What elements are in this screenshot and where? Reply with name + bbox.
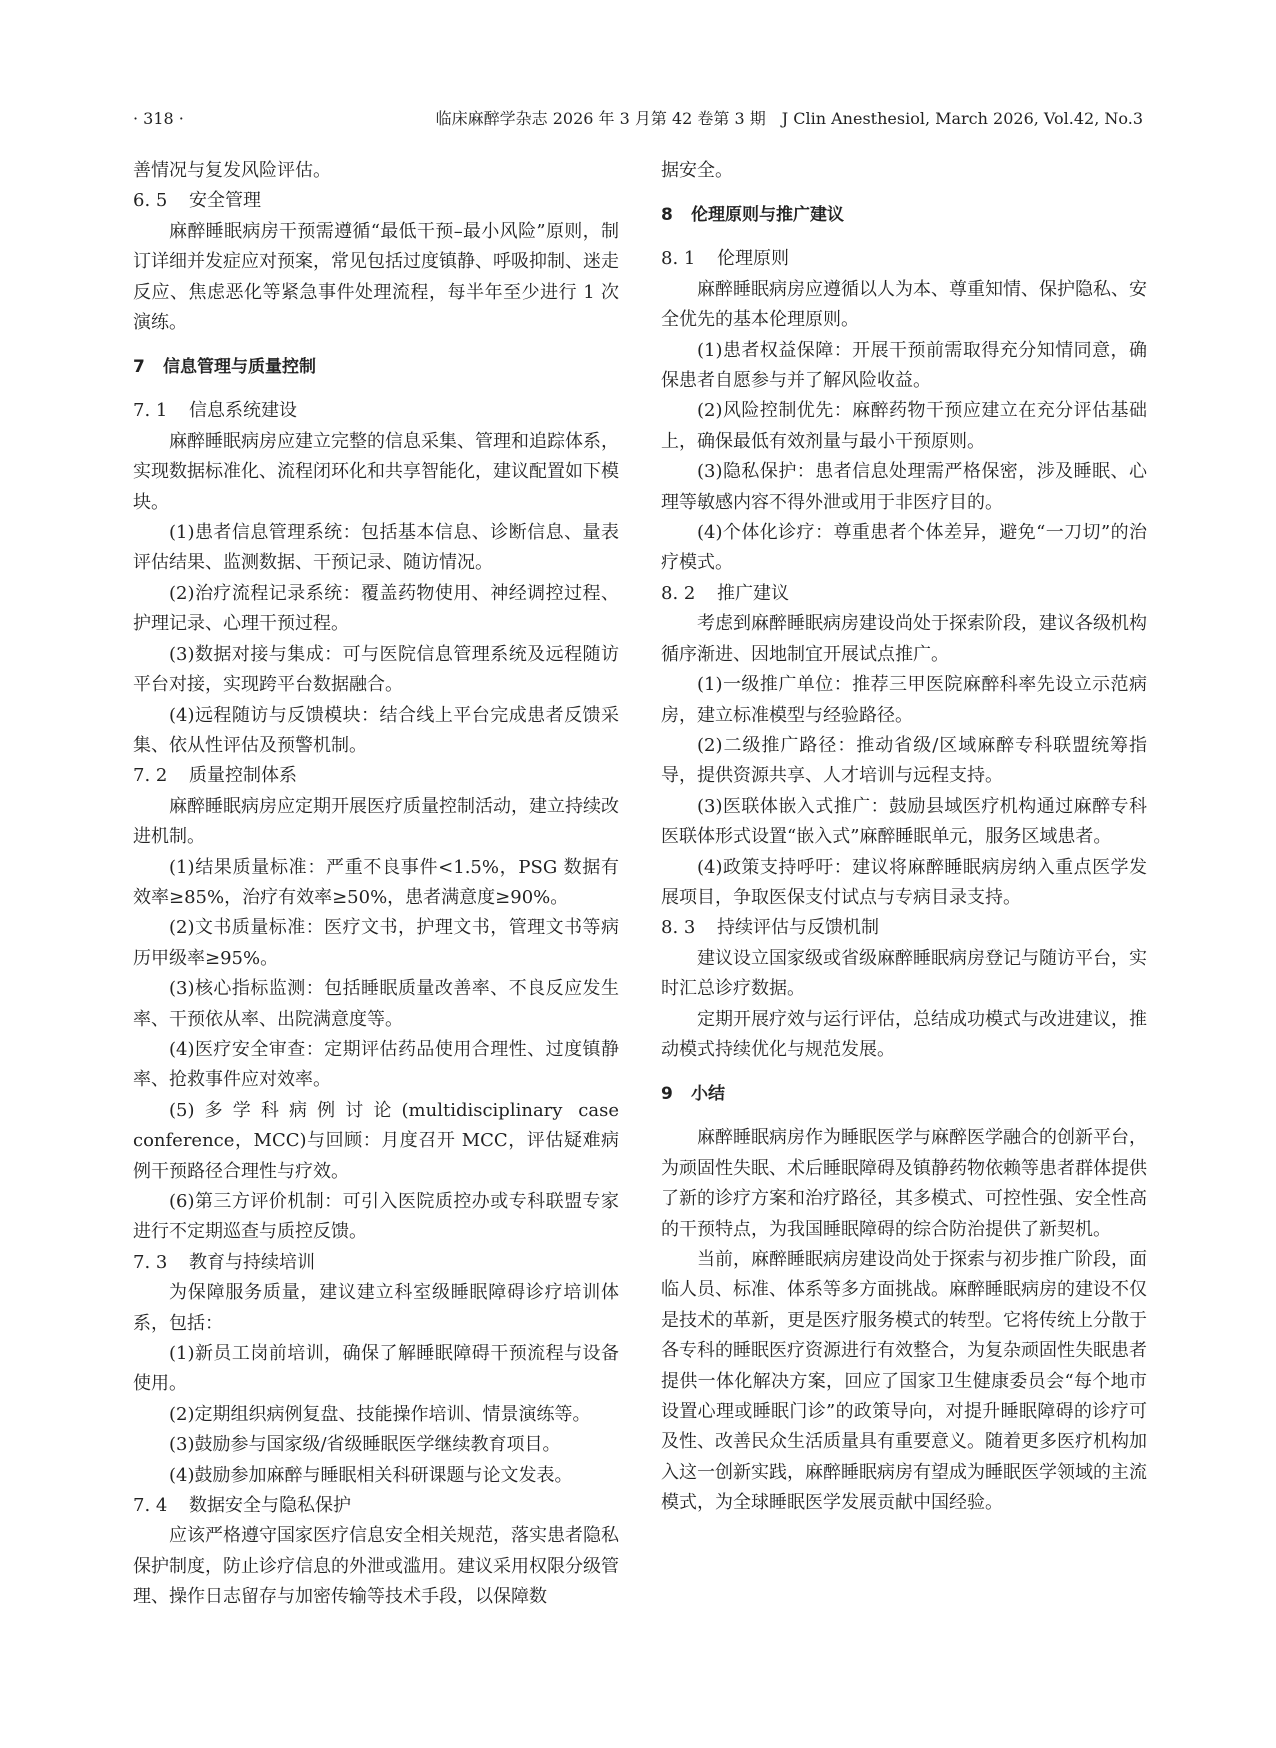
paragraph: 应该严格遵守国家医疗信息安全相关规范，落实患者隐私保护制度，防止诊疗信息的外泄或滥用。建议采用权限分级管理、操作日志留存与加密传输等技术手段，以保障数 [133, 1525, 619, 1608]
subsection-number: 7. 2 [133, 765, 168, 787]
subsection-number: 8. 3 [661, 917, 696, 939]
paragraph: 麻醉睡眠病房应建立完整的信息采集、管理和追踪体系，实现数据标准化、流程闭环化和共享智能化，建议配置如下模块。 [133, 430, 619, 513]
list-item: (2)治疗流程记录系统：覆盖药物使用、神经调控过程、护理记录、心理干预过程。 [133, 582, 619, 635]
subsection-number: 7. 3 [133, 1251, 168, 1273]
subsection-title: 推广建议 [717, 582, 789, 604]
paragraph-continued: 善情况与复发风险评估。 [133, 160, 331, 181]
section-title: 小结 [691, 1084, 725, 1105]
section-number: 9 [661, 1084, 673, 1105]
subsection-title: 持续评估与反馈机制 [717, 917, 879, 939]
subsection-title: 伦理原则 [717, 248, 789, 270]
journal-citation: 临床麻醉学杂志 2026 年 3 月第 42 卷第 3 期 J Clin Anesthesiol, March 2026, Vol.42, No.3 [435, 109, 1143, 128]
section-number: 8 [661, 205, 673, 226]
list-item: (3)鼓励参与国家级/省级睡眠医学继续教育项目。 [169, 1434, 561, 1456]
list-item: (1)一级推广单位：推荐三甲医院麻醉科率先设立示范病房，建立标准模型与经验路径。 [661, 674, 1147, 726]
paragraph: 当前，麻醉睡眠病房建设尚处于探索与初步推广阶段，面临人员、标准、体系等多方面挑战。麻醉睡眠病房的建设不仅是技术的革新，更是医疗服务模式的转型。它将传统上分散于各专科的睡眠医疗资源进行有效整合，为复杂顽固性失眠患者提供一体化解决方案，回应了国家卫生健康委员会“每个地市设置心理或睡眠门诊”的政策导向，对提升睡眠障碍的诊疗可及性、改善民众生活质量具有重要意义。随着更多医疗机构加入这一创新实践，麻醉睡眠病房有望成为睡眠医学领域的主流模式，为全球睡眠医学发展贡献中国经验。 [661, 1249, 1147, 1514]
list-item: (1)患者权益保障：开展干预前需取得充分知情同意，确保患者自愿参与并了解风险收益。 [661, 339, 1147, 392]
subsection-title: 质量控制体系 [189, 765, 297, 787]
subsection-title: 教育与持续培训 [189, 1251, 315, 1273]
subsection-heading-7-2 [133, 761, 619, 791]
subsection-title: 数据安全与隐私保护 [189, 1495, 351, 1517]
list-item: (1)结果质量标准：严重不良事件<1.5%，PSG 数据有效率≥85%，治疗有效率≥50%，患者满意度≥90%。 [133, 856, 619, 908]
section-heading-8 [661, 200, 1147, 230]
subsection-number: 7. 1 [133, 400, 168, 422]
list-item: (3)数据对接与集成：可与医院信息管理系统及远程随访平台对接，实现跨平台数据融合。 [133, 643, 619, 696]
subsection-number: 6. 5 [133, 190, 168, 212]
list-item: (4)远程随访与反馈模块：结合线上平台完成患者反馈采集、依从性评估及预警机制。 [133, 704, 619, 756]
subsection-heading-8-2 [661, 579, 1147, 609]
subsection-heading-6-5 [133, 186, 619, 216]
list-item: (4)个体化诊疗：尊重患者个体差异，避免“一刀切”的治疗模式。 [661, 522, 1147, 574]
page-number: · 318 · [133, 109, 184, 128]
list-item: (4)政策支持呼吁：建议将麻醉睡眠病房纳入重点医学发展项目，争取医保支付试点与专病目录支持。 [661, 856, 1147, 908]
paragraph: 为保障服务质量，建议建立科室级睡眠障碍诊疗培训体系，包括： [133, 1282, 619, 1334]
list-item: (2)定期组织病例复盘、技能操作培训、情景演练等。 [169, 1403, 591, 1425]
section-number: 7 [133, 357, 145, 378]
subsection-number: 8. 2 [661, 582, 696, 604]
subsection-number: 8. 1 [661, 248, 696, 270]
paragraph: 麻醉睡眠病房作为睡眠医学与麻醉医学融合的创新平台，为顽固性失眠、术后睡眠障碍及镇静药物依赖等患者群体提供了新的诊疗方案和治疗路径，其多模式、可控性强、安全性高的干预特点，为我国睡眠障碍的综合防治提供了新契机。 [661, 1127, 1147, 1240]
subsection-heading-7-4 [133, 1491, 619, 1521]
paragraph: 麻醉睡眠病房应定期开展医疗质量控制活动，建立持续改进机制。 [133, 795, 619, 848]
section-heading-7 [133, 352, 619, 382]
section-heading-9 [661, 1079, 1147, 1109]
paragraph: 建议设立国家级或省级麻醉睡眠病房登记与随访平台，实时汇总诊疗数据。 [661, 947, 1147, 1000]
list-item: (1)新员工岗前培训，确保了解睡眠障碍干预流程与设备使用。 [133, 1343, 619, 1395]
subsection-heading-8-1 [661, 244, 1147, 274]
subsection-heading-7-1 [133, 396, 619, 426]
list-item: (2)风险控制优先：麻醉药物干预应建立在充分评估基础上，确保最低有效剂量与最小干预原则。 [661, 400, 1147, 452]
subsection-number: 7. 4 [133, 1495, 168, 1517]
subsection-title: 安全管理 [189, 190, 261, 212]
list-item: (3)隐私保护：患者信息处理需严格保密，涉及睡眠、心理等敏感内容不得外泄或用于非医疗目的。 [661, 461, 1147, 513]
paragraph: 麻醉睡眠病房干预需遵循“最低干预–最小风险”原则，制订详细并发症应对预案，常见包括过度镇静、呼吸抑制、迷走反应、焦虑恶化等紧急事件处理流程，每半年至少进行 1 次演练。 [133, 220, 619, 334]
list-item: (2)文书质量标准：医疗文书，护理文书，管理文书等病历甲级率≥95%。 [133, 917, 619, 969]
list-item: (4)医疗安全审查：定期评估药品使用合理性、过度镇静率、抢救事件应对效率。 [133, 1038, 619, 1091]
list-item: (5)多学科病例讨论(multidisciplinary case conference，MCC)与回顾：月度召开 MCC，评估疑难病例干预路径合理性与疗效。 [133, 1099, 619, 1182]
section-title: 伦理原则与推广建议 [691, 205, 844, 226]
list-item: (2)二级推广路径：推动省级/区域麻醉专科联盟统筹指导，提供资源共享、人才培训与远程支持。 [661, 734, 1147, 787]
running-header [133, 104, 1143, 134]
list-item: (3)医联体嵌入式推广：鼓励县域医疗机构通过麻醉专科医联体形式设置“嵌入式”麻醉睡眠单元，服务区域患者。 [661, 795, 1147, 848]
paragraph: 考虑到麻醉睡眠病房建设尚处于探索阶段，建议各级机构循序渐进、因地制宜开展试点推广。 [661, 613, 1147, 665]
list-item: (3)核心指标监测：包括睡眠质量改善率、不良反应发生率、干预依从率、出院满意度等。 [133, 978, 619, 1030]
paragraph: 麻醉睡眠病房应遵循以人为本、尊重知情、保护隐私、安全优先的基本伦理原则。 [661, 278, 1147, 331]
subsection-title: 信息系统建设 [189, 400, 297, 422]
section-title: 信息管理与质量控制 [163, 357, 316, 378]
right-column [661, 156, 1147, 1519]
paragraph-continued: 据安全。 [661, 160, 733, 181]
subsection-heading-8-3 [661, 913, 1147, 943]
left-column [133, 156, 619, 1613]
list-item: (1)患者信息管理系统：包括基本信息、诊断信息、量表评估结果、监测数据、干预记录、随访情况。 [133, 522, 619, 574]
list-item: (4)鼓励参加麻醉与睡眠相关科研课题与论文发表。 [169, 1464, 573, 1486]
subsection-heading-7-3 [133, 1248, 619, 1278]
list-item: (6)第三方评价机制：可引入医院质控办或专科联盟专家进行不定期巡查与质控反馈。 [133, 1191, 619, 1243]
paragraph: 定期开展疗效与运行评估，总结成功模式与改进建议，推动模式持续优化与规范发展。 [661, 1008, 1147, 1060]
